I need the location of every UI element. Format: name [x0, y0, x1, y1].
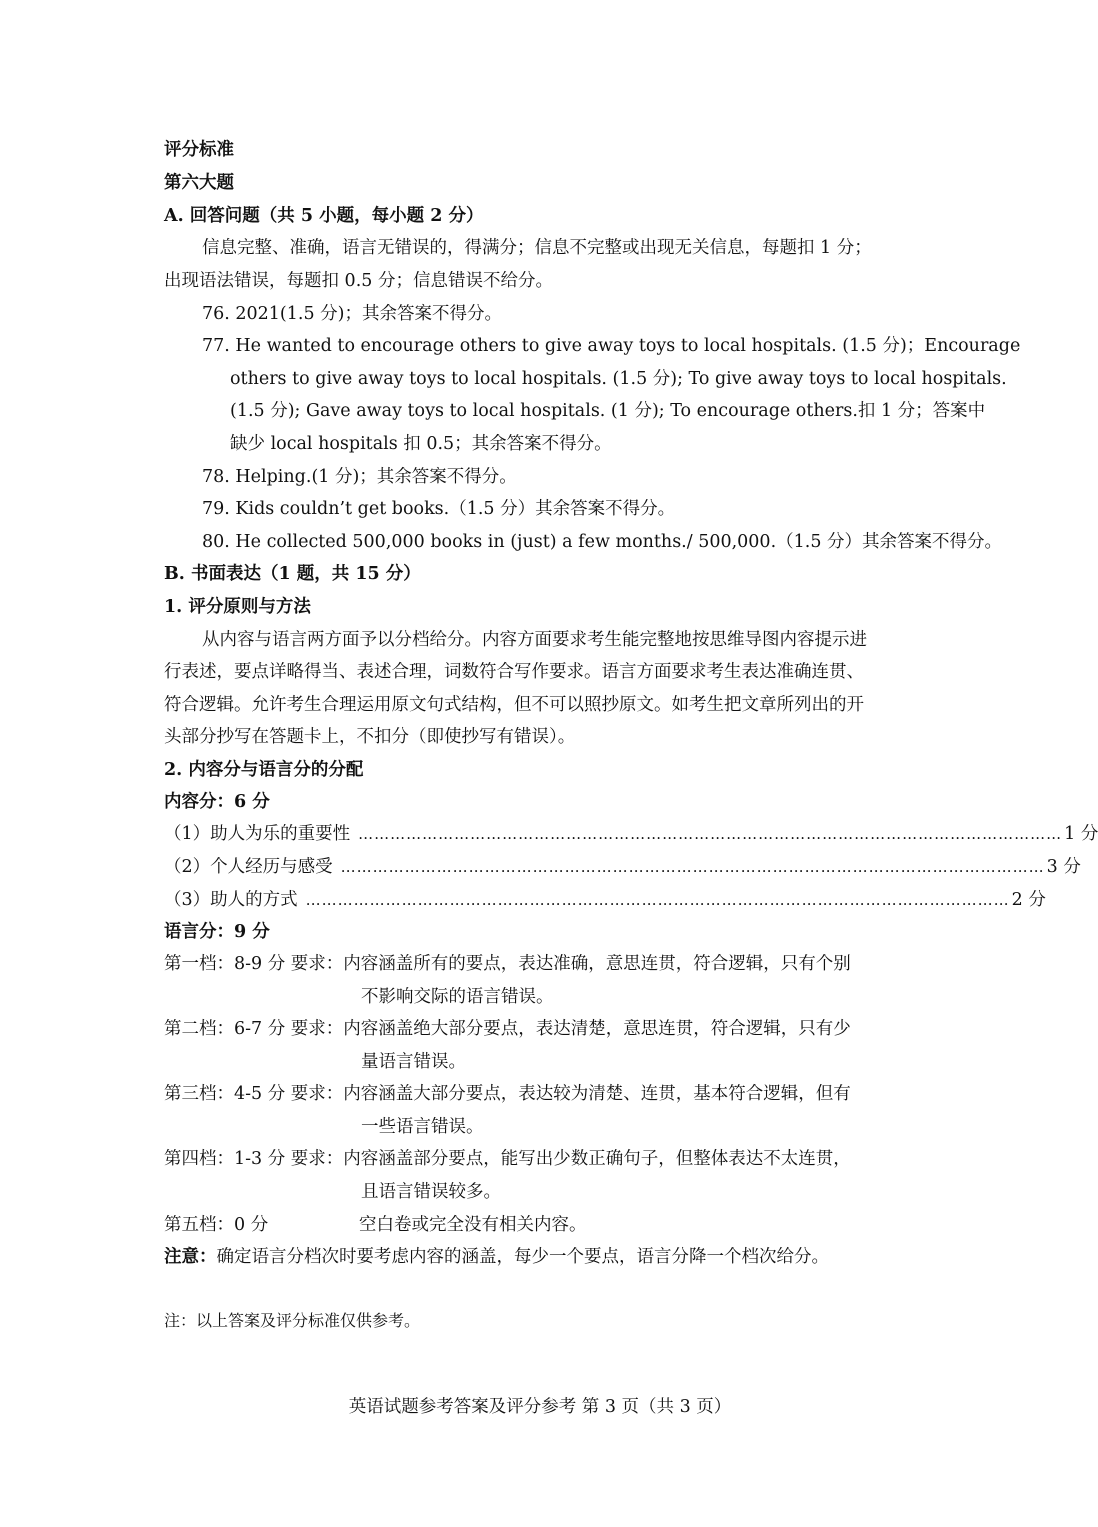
- level-2-cont: 量语言错误。: [361, 1052, 466, 1072]
- language-score-title: 语言分：9 分: [164, 922, 270, 942]
- content-item-points: 2 分: [1011, 890, 1046, 910]
- level-1-cont: 不影响交际的语言错误。: [361, 987, 554, 1007]
- answer-77-cont: (1.5 分); Gave away toys to local hospitals. (1 分); To encourage others.扣 1 分；答案中: [230, 401, 986, 421]
- content-item-points: 3 分: [1046, 857, 1081, 877]
- dot-leader: ……………………………………………………………………………………………………………………: [358, 825, 1063, 843]
- content-item: [164, 820, 1098, 845]
- level-3: 第三档：4-5 分 要求：内容涵盖大部分要点，表达较为清楚、连贯，基本符合逻辑，但有: [164, 1084, 851, 1104]
- note-text: 确定语言分档次时要考虑内容的涵盖，每少一个要点，语言分降一个档次给分。: [216, 1247, 829, 1267]
- answer-80: 80. He collected 500,000 books in (just) a few months./ 500,000.（1.5 分）其余答案不得分。: [202, 532, 1003, 552]
- part-b-title: B. 书面表达（1 题，共 15 分）: [164, 564, 421, 584]
- part-a-title: A. 回答问题（共 5 小题，每小题 2 分）: [164, 206, 484, 226]
- footnote: 注：以上答案及评分标准仅供参考。: [164, 1311, 421, 1330]
- answer-78: 78. Helping.(1 分)；其余答案不得分。: [202, 467, 517, 487]
- answer-77: 77. He wanted to encourage others to give away toys to local hospitals. (1.5 分)；Encourage: [202, 336, 1021, 356]
- principles-text: 从内容与语言两方面予以分档给分。内容方面要求考生能完整地按思维导图内容提示进: [202, 630, 867, 650]
- content-item-label: （2）个人经历与感受: [164, 857, 333, 877]
- part-a-instruction: 信息完整、准确，语言无错误的，得满分；信息不完整或出现无关信息，每题扣 1 分；: [202, 238, 872, 258]
- level-3-cont: 一些语言错误。: [361, 1117, 484, 1137]
- content-item: [164, 853, 1081, 878]
- level-4: 第四档：1-3 分 要求：内容涵盖部分要点，能写出少数正确句子，但整体表达不太连贯，: [164, 1149, 851, 1169]
- page-footer: 英语试题参考答案及评分参考 第 3 页（共 3 页）: [348, 1397, 732, 1417]
- level-5-desc: 空白卷或完全没有相关内容。: [359, 1215, 587, 1235]
- level-1: 第一档：8-9 分 要求：内容涵盖所有的要点，表达准确，意思连贯，符合逻辑，只有个别: [164, 954, 851, 974]
- level-4-cont: 且语言错误较多。: [361, 1182, 501, 1202]
- dot-leader: ……………………………………………………………………………………………………………………: [305, 891, 1010, 909]
- content-item-points: 1 分: [1064, 824, 1098, 844]
- content-item-label: （1）助人为乐的重要性: [164, 824, 351, 844]
- note-label: 注意：: [164, 1247, 217, 1267]
- principles-title: 1. 评分原则与方法: [164, 597, 311, 617]
- answer-79: 79. Kids couldn’t get books.（1.5 分）其余答案不得分。: [202, 499, 676, 519]
- level-5: 第五档：0 分: [164, 1215, 269, 1235]
- answer-76: 76. 2021(1.5 分)；其余答案不得分。: [202, 304, 502, 324]
- part-a-instruction: 出现语法错误，每题扣 0.5 分；信息错误不给分。: [164, 271, 553, 291]
- scoring-title: 评分标准: [164, 140, 234, 160]
- dot-leader: ……………………………………………………………………………………………………………………: [340, 858, 1045, 876]
- level-2: 第二档：6-7 分 要求：内容涵盖绝大部分要点，表达清楚，意思连贯，符合逻辑，只有少: [164, 1019, 851, 1039]
- principles-text: 符合逻辑。允许考生合理运用原文句式结构，但不可以照抄原文。如考生把文章所列出的开: [164, 695, 864, 715]
- language-note: [164, 1243, 829, 1268]
- principles-text: 头部分抄写在答题卡上，不扣分（即使抄写有错误）。: [164, 727, 576, 747]
- answer-77-cont: 缺少 local hospitals 扣 0.5；其余答案不得分。: [230, 434, 612, 454]
- answer-77-cont: others to give away toys to local hospitals. (1.5 分); To give away toys to local hospitals.: [230, 369, 1007, 389]
- content-score-title: 内容分：6 分: [164, 792, 270, 812]
- principles-text: 行表述，要点详略得当、表述合理，词数符合写作要求。语言方面要求考生表达准确连贯、: [164, 662, 864, 682]
- distribution-title: 2. 内容分与语言分的分配: [164, 760, 364, 780]
- content-item-label: （3）助人的方式: [164, 890, 298, 910]
- content-item: [164, 886, 1046, 911]
- section-title: 第六大题: [164, 173, 234, 193]
